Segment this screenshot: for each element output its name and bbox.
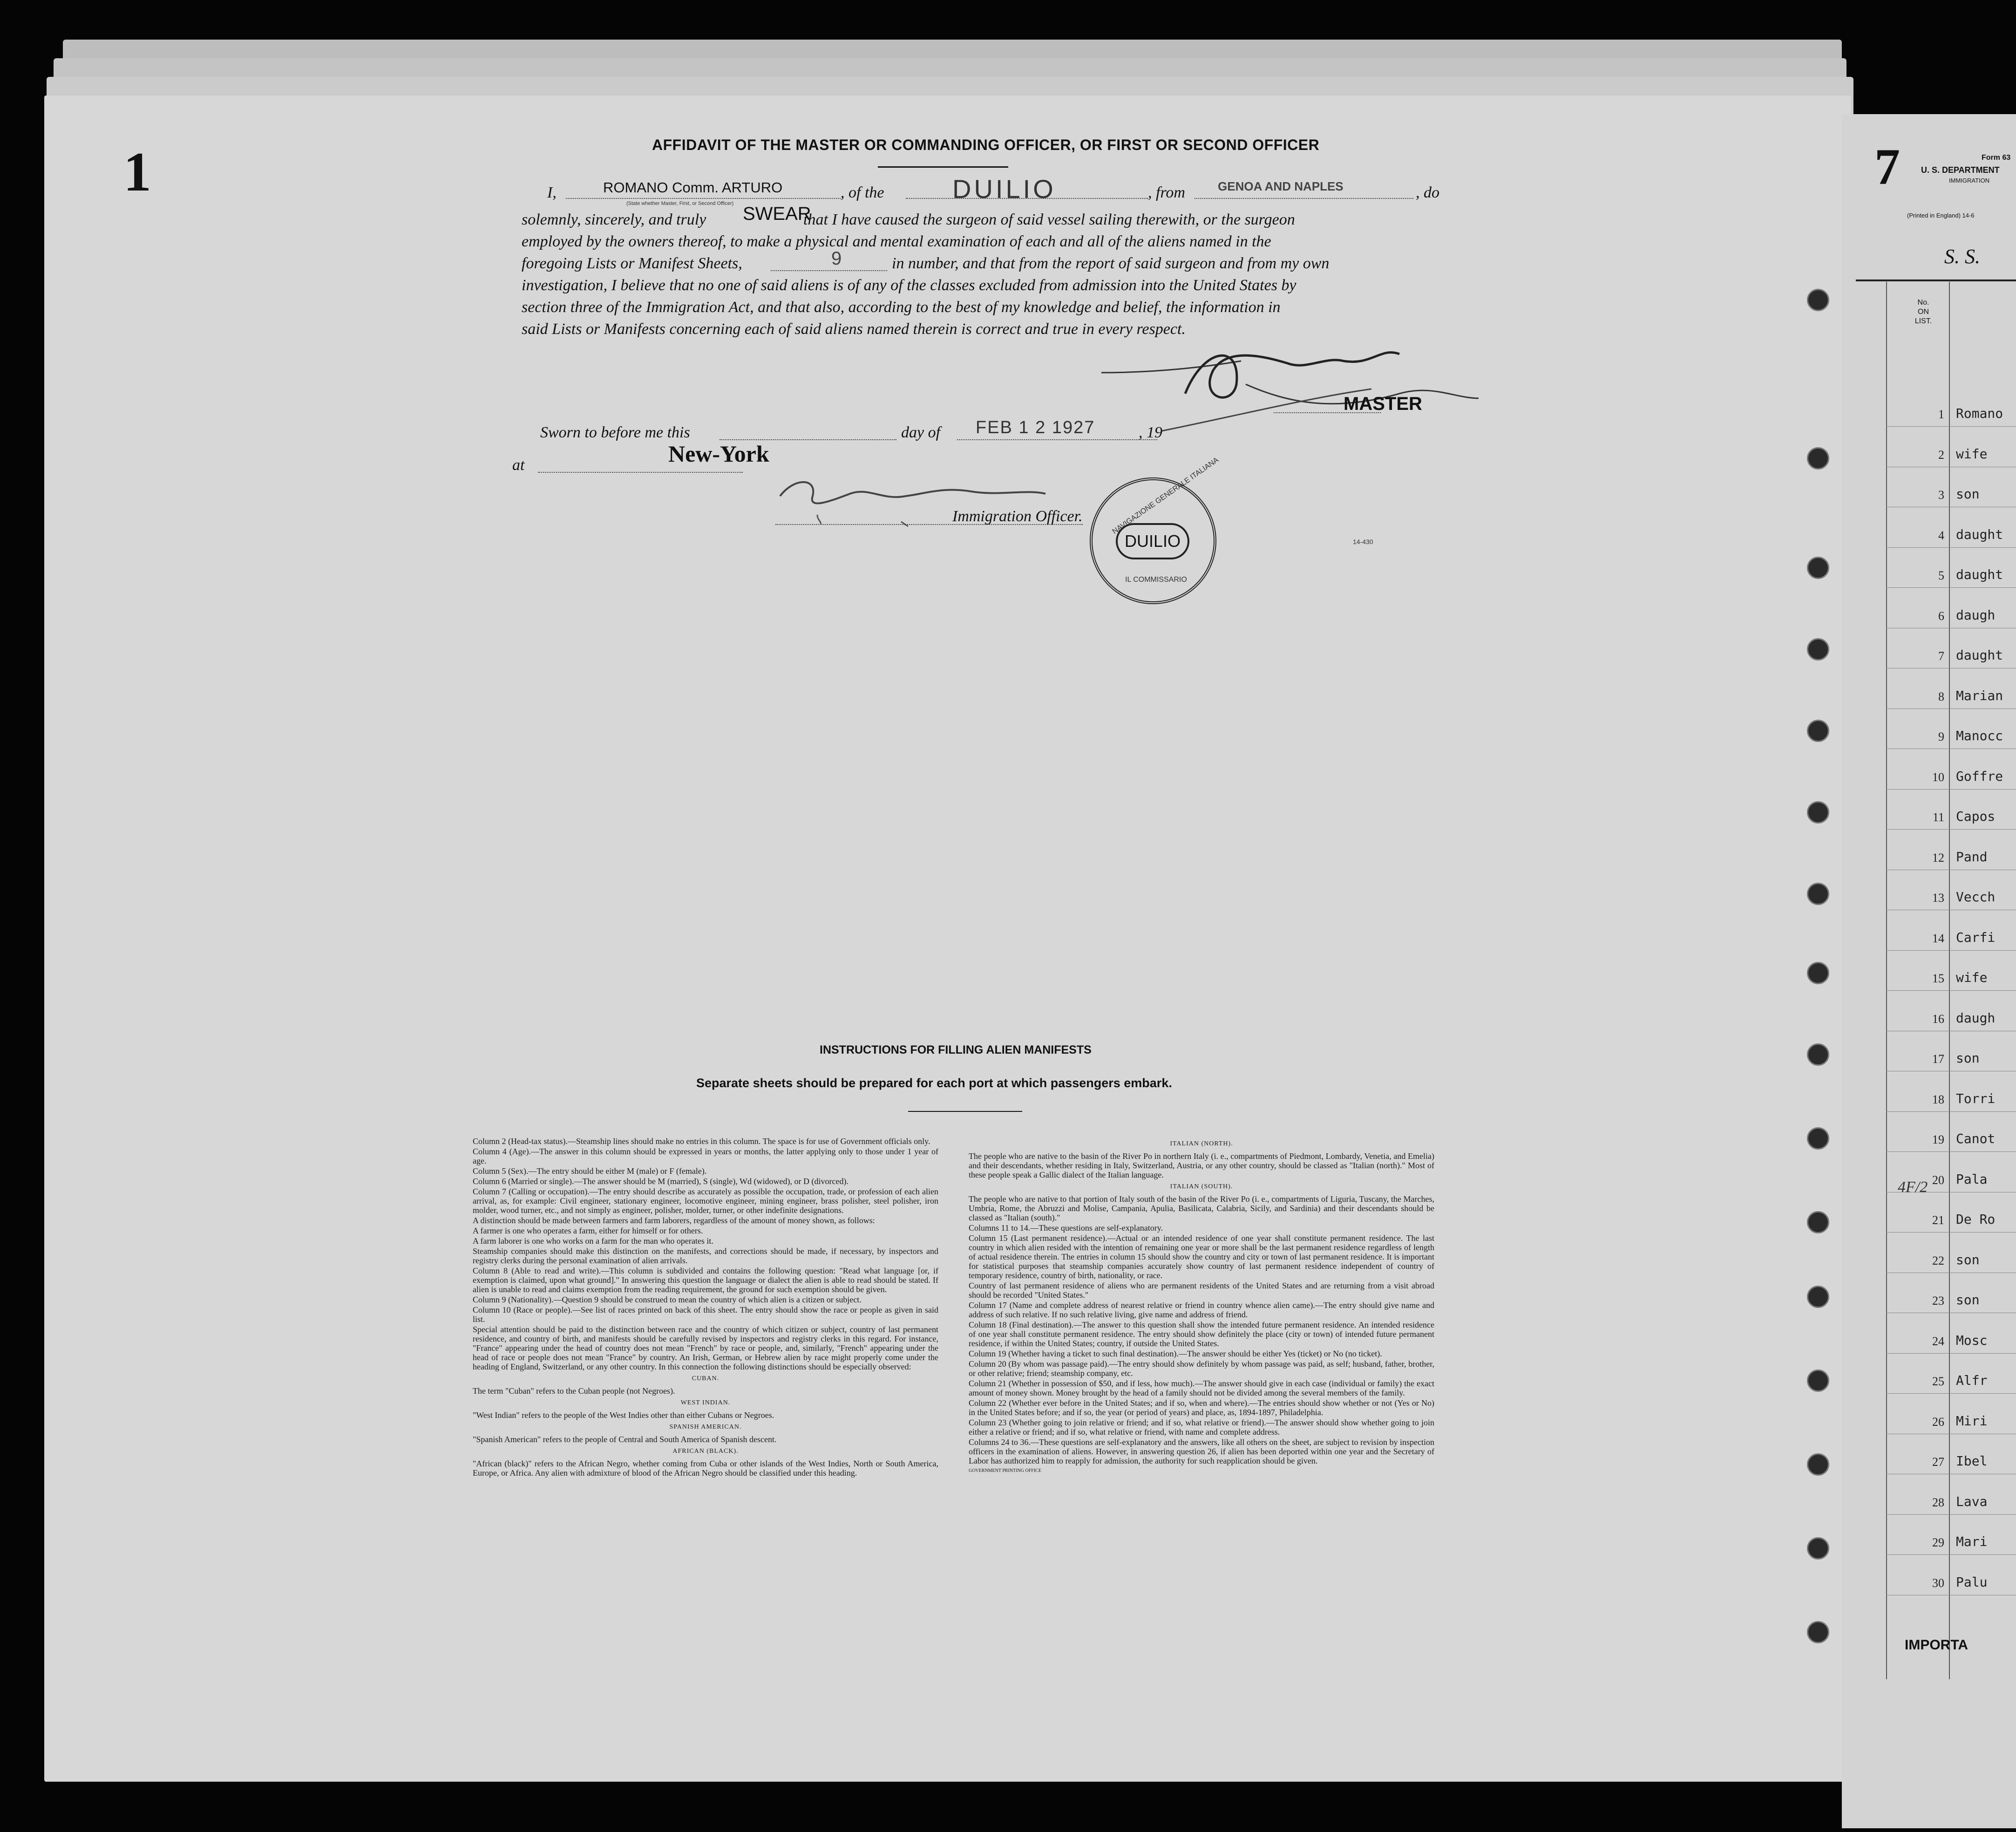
instruction-paragraph: "Spanish American" refers to the people of Central and South America of Spanish descent. xyxy=(473,1435,777,1444)
row-rule xyxy=(1886,708,2016,709)
instruction-paragraph: Columns 24 to 36.—These questions are self-explanatory and the answers, like all others on the sheet, are subject to revision by inspection officers in the examination of aliens. However, in answering question 26, if alien has been deported within one year and the Secretary of Labor has authorized him to reapply for admission, the authority for such reapplication should be given. xyxy=(969,1437,1434,1465)
binding-hole xyxy=(1807,638,1829,661)
immigration-label: IMMIGRATION xyxy=(1949,177,1990,184)
binding-hole xyxy=(1807,1286,1829,1308)
row-number: 19 xyxy=(1932,1133,1944,1146)
binding-hole xyxy=(1807,1043,1829,1066)
passenger-name: Goffre xyxy=(1956,768,2003,784)
title-divider xyxy=(878,166,1008,168)
from-label: , from xyxy=(1148,184,1185,201)
instruction-paragraph: Column 22 (Whether ever before in the United States; and if so, when and where).—The entries should show whether or not (Yes or No) in the United States before; and if so, the year (or period of years) and place, as, 1894-1897, Philadelphia. xyxy=(969,1398,1434,1417)
seal-ring-text: NAVIGAZIONE GENERALE ITALIANA xyxy=(1111,456,1220,536)
affidavit-line5: investigation, I believe that no one of said aliens is of any of the classes excluded from admission into the United States by xyxy=(522,277,1296,294)
binding-hole xyxy=(1807,801,1829,824)
count-field-line xyxy=(771,270,887,271)
day-of-label: day of xyxy=(901,424,941,441)
affidavit-line2a: solemnly, sincerely, and truly xyxy=(522,211,706,228)
passenger-name: daught xyxy=(1956,647,2003,663)
instructions-column-right xyxy=(969,1137,1434,1477)
row-rule xyxy=(1886,829,2016,830)
column-rule xyxy=(1886,282,1887,1679)
affidavit-line4b: in number, and that from the report of said surgeon and from my own xyxy=(892,255,1330,272)
passenger-name: Pand xyxy=(1956,849,1988,865)
officer-caption: (State whether Master, First, or Second Officer) xyxy=(626,201,734,206)
binding-hole xyxy=(1807,447,1829,470)
row-number: 6 xyxy=(1938,609,1944,623)
row-rule xyxy=(1886,426,2016,427)
passenger-name: Miri xyxy=(1956,1413,1988,1429)
instruction-paragraph: Column 20 (By whom was passage paid).—The entry should show definitely by whom passage was paid, as self; husband, father, brother, or other relative; friend; steamship company, etc. xyxy=(969,1359,1434,1378)
instruction-paragraph: Column 6 (Married or single).—The answer should be M (married), S (single), Wd (widowed), or D (divorced). xyxy=(473,1177,848,1186)
instruction-paragraph: Country of last permanent residence of aliens who are permanent residents of the United States and are returning from a visit abroad should be recorded "United States." xyxy=(969,1281,1434,1300)
instruction-paragraph: Column 4 (Age).—The answer in this column should be expressed in years or months, the latter applying only to those under 1 year of age. xyxy=(473,1147,938,1165)
subheading-spanish-american: SPANISH AMERICAN. xyxy=(669,1423,742,1430)
row-number: 23 xyxy=(1932,1294,1944,1308)
instruction-paragraph: Column 23 (Whether going to join relative or friend; and if so, what relative or friend).—The answer should show whether going to join either a relative or friend; and if so, what relative or friend, with name and complete address. xyxy=(969,1418,1434,1437)
handwritten-note: 4F/2 xyxy=(1898,1178,1928,1196)
instruction-paragraph: The term "Cuban" refers to the Cuban people (not Negroes). xyxy=(473,1386,675,1396)
row-number: 25 xyxy=(1932,1375,1944,1388)
row-rule xyxy=(1886,587,2016,588)
row-rule xyxy=(1886,1151,2016,1152)
form-number: Form 63 xyxy=(1982,154,2011,162)
printer-imprint: GOVERNMENT PRINTING OFFICE xyxy=(969,1468,1041,1473)
row-rule xyxy=(1886,1353,2016,1354)
instruction-paragraph: A distinction should be made between farmers and farm laborers, regardless of the amount of money shown, as follows: xyxy=(473,1216,875,1225)
binding-hole xyxy=(1807,1127,1829,1150)
binding-hole xyxy=(1807,1211,1829,1233)
row-number: 10 xyxy=(1932,770,1944,784)
binding-hole xyxy=(1807,1537,1829,1560)
instruction-paragraph: Column 2 (Head-tax status).—Steamship lines should make no entries in this column. The space is for use of Government officials only. xyxy=(473,1137,930,1146)
binding-hole xyxy=(1807,962,1829,984)
passenger-name: wife xyxy=(1956,446,1988,462)
row-number: 30 xyxy=(1932,1576,1944,1590)
passenger-name: Carfi xyxy=(1956,929,1996,945)
row-number: 28 xyxy=(1932,1495,1944,1509)
instruction-paragraph: "West Indian" refers to the people of the West Indies other than either Cubans or Negroes. xyxy=(473,1410,774,1420)
ss-label: S. S. xyxy=(1944,245,1980,268)
instruction-paragraph: A farmer is one who operates a farm, either for himself or for others. xyxy=(473,1226,703,1235)
row-rule xyxy=(1886,1111,2016,1112)
instruction-paragraph: Column 10 (Race or people).—See list of races printed on back of this sheet. The entry should show the race or people as given in said list. xyxy=(473,1305,938,1324)
passenger-name: wife xyxy=(1956,970,1988,985)
row-rule xyxy=(1886,950,2016,951)
row-number: 11 xyxy=(1932,810,1944,824)
row-number: 15 xyxy=(1932,972,1944,985)
passenger-name: son xyxy=(1956,1292,1980,1308)
passenger-name: Romano xyxy=(1956,406,2003,421)
seal-center-text: DUILIO xyxy=(1116,523,1189,559)
affidavit-line6: section three of the Immigration Act, and that also, according to the best of my knowledge and belief, the information in xyxy=(522,299,1281,316)
sworn-date-line xyxy=(957,439,1157,440)
no-on-list-header xyxy=(1907,298,1940,326)
printed-label: (Printed in England) 14-6 xyxy=(1907,212,1975,219)
instruction-paragraph: Column 7 (Calling or occupation).—The entry should describe as accurately as possible the occupation, trade, or profession of each alien arrival, as, for example: Civil engineer, stationary engineer, locomotive engineer, mining engineer, brass polisher, steel polisher, iron molder, wood turner, etc., and not simply as engineer, polisher, molder, turner, or other indefinite designations. xyxy=(473,1187,938,1215)
page-number: 1 xyxy=(123,141,151,203)
manifest-page-left xyxy=(44,95,1851,1782)
affidavit-line4a: foregoing Lists or Manifest Sheets, xyxy=(522,255,742,272)
passenger-name: daugh xyxy=(1956,1010,1996,1026)
sworn-city: New-York xyxy=(668,441,769,467)
instructions-subtitle: Separate sheets should be prepared for each port at which passengers embark. xyxy=(696,1076,1172,1090)
passenger-name: Ibel xyxy=(1956,1453,1988,1469)
row-rule xyxy=(1886,1393,2016,1394)
row-number: 27 xyxy=(1932,1455,1944,1469)
passenger-name: Pala xyxy=(1956,1171,1988,1187)
binding-hole xyxy=(1807,883,1829,905)
binding-hole xyxy=(1807,1369,1829,1392)
passenger-name: Lava xyxy=(1956,1493,1988,1509)
form-code: 14-430 xyxy=(1353,538,1373,545)
instruction-paragraph: Column 18 (Final destination).—The answer to this question shall show the intended future permanent residence. An intended residence of one year shall constitute permanent residence. The entry should show definitely the place (city or town) of intended future permanent residence, if within the United States; country, if outside the United States. xyxy=(969,1320,1434,1348)
row-number: 8 xyxy=(1938,689,1944,703)
instruction-paragraph: Column 17 (Name and complete address of nearest relative or friend in country whence alien came).—The entry should give name and address of such relative. If no such relative living, give name and address of friend. xyxy=(969,1301,1434,1319)
row-number: 24 xyxy=(1932,1334,1944,1348)
header-line: No. xyxy=(1917,299,1929,306)
subheading-cuban: CUBAN. xyxy=(692,1375,720,1382)
subheading-african: AFRICAN (BLACK). xyxy=(672,1448,739,1455)
instruction-paragraph: The people who are native to the basin of the River Po in northern Italy (i. e., compartments of Piedmont, Lombardy, Venetia, and Emelia) and their descendants, whether residing in Italy, Switzerland, Austria, or any other country, should be classed as "Italian (north)." Most of these people speak a Gallic dialect of the Italian language. xyxy=(969,1151,1434,1179)
instruction-paragraph: Column 15 (Last permanent residence).—Actual or an intended residence of one year shall constitute permanent residence. The last country in which alien resided with the intention of remaining one year or more shall be the last permanent residence regardless of length of actual residence therein. The entries in column 15 should show the country and city or town of last permanent residence. It is important for statistical purposes that steamship companies accurately show country of last permanent residence independent of country of temporary residence, country of birth, nationality, or race. xyxy=(969,1233,1434,1280)
passenger-name: De Ro xyxy=(1956,1212,1996,1227)
row-number: 14 xyxy=(1932,931,1944,945)
row-rule xyxy=(1886,1514,2016,1515)
master-label: MASTER xyxy=(1344,394,1422,414)
passenger-name: Mosc xyxy=(1956,1332,1988,1348)
row-number: 20 xyxy=(1932,1173,1944,1187)
instructions-divider xyxy=(908,1111,1022,1112)
seal-bottom-text: IL COMMISSARIO xyxy=(1125,576,1187,584)
header-rule xyxy=(1856,279,2016,281)
of-the-label: , of the xyxy=(841,184,884,201)
row-number: 21 xyxy=(1932,1213,1944,1227)
passenger-name: Manocc xyxy=(1956,728,2003,743)
binding-hole xyxy=(1807,557,1829,579)
passenger-name: son xyxy=(1956,486,1980,502)
affidavit-line3: employed by the owners thereof, to make a physical and mental examination of each and all of the aliens named in the xyxy=(522,233,1271,250)
passenger-name: son xyxy=(1956,1252,1980,1267)
swear-stamp: SWEAR xyxy=(743,204,811,224)
sheet-count: 9 xyxy=(831,248,842,269)
important-label: IMPORTA xyxy=(1905,1637,1968,1653)
row-rule xyxy=(1886,547,2016,548)
affidavit-line7: said Lists or Manifests concerning each of said aliens named therein is correct and true in every respect. xyxy=(522,320,1186,338)
row-rule xyxy=(1886,789,2016,790)
passenger-name: Capos xyxy=(1956,809,1996,824)
row-number: 7 xyxy=(1938,649,1944,663)
row-rule xyxy=(1886,990,2016,991)
instructions-title: INSTRUCTIONS FOR FILLING ALIEN MANIFESTS xyxy=(820,1043,1092,1056)
instruction-paragraph: The people who are native to that portion of Italy south of the basin of the River Po (i. e., compartments of Liguria, Tuscany, the Marches, Umbria, Rome, the Abruzzi and Molise, Campania, Apulia, Basilicata, Calabria, Sicily, and Sardinia) and their descendants should be classed as "Italian (south)." xyxy=(969,1194,1434,1222)
officer-name: ROMANO Comm. ARTURO xyxy=(603,179,783,196)
row-number: 3 xyxy=(1938,488,1944,502)
passenger-name: Canot xyxy=(1956,1131,1996,1146)
passenger-name: son xyxy=(1956,1050,1980,1066)
passenger-name: Alfr xyxy=(1956,1373,1988,1388)
passenger-name: daught xyxy=(1956,567,2003,582)
instruction-paragraph: Column 9 (Nationality).—Question 9 should be construed to mean the country of which alien is a citizen or subject. xyxy=(473,1295,862,1304)
subheading-italian-south: ITALIAN (SOUTH). xyxy=(1170,1183,1233,1190)
instruction-paragraph: Special attention should be paid to the distinction between race and the country of which citizen or subject, country of last permanent residence, and country of birth, and manifests should be carefully revised by inspectors and registry clerks in this regard. For instance, "France" appearing under the head of country does not mean "French" by race or people, and, similarly, "French" appearing under the head of race or people does not mean "France" by country. An Irish, German, or Hebrew alien by race might properly come under the heading of England, Switzerland, or any other country. In this connection the following distinctions should be especially observed: xyxy=(473,1325,938,1371)
row-number: 22 xyxy=(1932,1253,1944,1267)
row-number: 12 xyxy=(1932,851,1944,865)
sworn-text: Sworn to before me this xyxy=(540,424,690,441)
subheading-italian-north: ITALIAN (NORTH). xyxy=(1170,1140,1233,1147)
binding-hole xyxy=(1807,1453,1829,1476)
subheading-west-indian: WEST INDIAN. xyxy=(680,1399,731,1406)
row-number: 18 xyxy=(1932,1092,1944,1106)
passenger-name: Marian xyxy=(1956,688,2003,703)
instruction-paragraph: Steamship companies should make this distinction on the manifests, and corrections should be made, if necessary, by inspectors and registry clerks during the personal examination of alien arrivals. xyxy=(473,1246,938,1265)
ports-field-line xyxy=(1195,198,1413,199)
row-number: 17 xyxy=(1932,1052,1944,1066)
passenger-name: Mari xyxy=(1956,1534,1988,1549)
instructions-column-left xyxy=(473,1137,938,1478)
header-line: LIST. xyxy=(1914,317,1932,325)
instruction-paragraph: Column 8 (Able to read and write).—This column is subdivided and contains the following question: "Read what language [or, if exemption is claimed, upon what ground]." In answering this question the language or dialect the alien is able to read should be stated. If alien is unable to read and claims exemption from the reading requirement, the ground for such exemption should be given. xyxy=(473,1266,938,1294)
ship-name: DUILIO xyxy=(952,174,1056,204)
row-rule xyxy=(1886,1554,2016,1555)
passenger-name: Vecch xyxy=(1956,889,1996,905)
passenger-name: Palu xyxy=(1956,1574,1988,1590)
column-rule xyxy=(1949,282,1950,1679)
do-label: , do xyxy=(1416,184,1439,201)
immigration-officer-label: Immigration Officer. xyxy=(952,508,1083,525)
affidavit-line2b: that I have caused the surgeon of said vessel sailing therewith, or the surgeon xyxy=(803,211,1295,228)
sworn-date-stamp: FEB 1 2 1927 xyxy=(976,418,1095,437)
instruction-paragraph: Columns 11 to 14.—These questions are self-explanatory. xyxy=(969,1223,1163,1233)
instruction-paragraph: A farm laborer is one who works on a farm for the man who operates it. xyxy=(473,1236,713,1246)
passenger-name: daught xyxy=(1956,526,2003,542)
row-number: 4 xyxy=(1938,528,1944,542)
binding-hole xyxy=(1807,289,1829,311)
city-field-line xyxy=(538,472,743,473)
instruction-paragraph: Column 5 (Sex).—The entry should be either M (male) or F (female). xyxy=(473,1166,707,1176)
instruction-paragraph: "African (black)" refers to the African Negro, whether coming from Cuba or other islands of the West Indies, North or South America, Europe, or Africa. Any alien with admixture of blood of the African Negro should be classified under this heading. xyxy=(473,1459,938,1478)
row-number: 16 xyxy=(1932,1012,1944,1026)
manifest-page-right xyxy=(1842,114,2016,1828)
row-number: 5 xyxy=(1938,569,1944,582)
row-number: 1 xyxy=(1938,408,1944,421)
department-label: U. S. DEPARTMENT xyxy=(1921,165,2000,175)
name-field-line xyxy=(566,198,841,199)
page-number-right: 7 xyxy=(1874,138,1900,195)
header-line: ON xyxy=(1918,308,1929,316)
master-signature xyxy=(1045,328,1488,436)
affidavit-title: AFFIDAVIT OF THE MASTER OR COMMANDING OFFICER, OR FIRST OR SECOND OFFICER xyxy=(652,136,1320,153)
row-number: 2 xyxy=(1938,448,1944,462)
row-number: 29 xyxy=(1932,1536,1944,1549)
at-label: at xyxy=(512,456,525,474)
passenger-name: daugh xyxy=(1956,607,1996,623)
year-prefix: , 19 xyxy=(1139,424,1162,441)
binding-hole xyxy=(1807,1621,1829,1643)
row-number: 9 xyxy=(1938,730,1944,743)
affidavit-prefix: I, xyxy=(547,184,557,201)
passenger-name: Torri xyxy=(1956,1090,1996,1106)
row-number: 26 xyxy=(1932,1415,1944,1429)
row-number: 13 xyxy=(1932,891,1944,905)
row-rule xyxy=(1886,1232,2016,1233)
instruction-paragraph: Column 21 (Whether in possession of $50, and if less, how much).—The answer should give in each case (individual or family) the exact amount of money shown. Money brought by the head of a family should not be divided among the several members of the family. xyxy=(969,1379,1434,1397)
ship-seal-stamp xyxy=(1090,456,1220,604)
instruction-paragraph: Column 19 (Whether having a ticket to such final destination).—The answer should be either Yes (ticket) or No (no ticket). xyxy=(969,1349,1382,1358)
departure-ports: GENOA AND NAPLES xyxy=(1218,179,1344,193)
binding-hole xyxy=(1807,720,1829,742)
